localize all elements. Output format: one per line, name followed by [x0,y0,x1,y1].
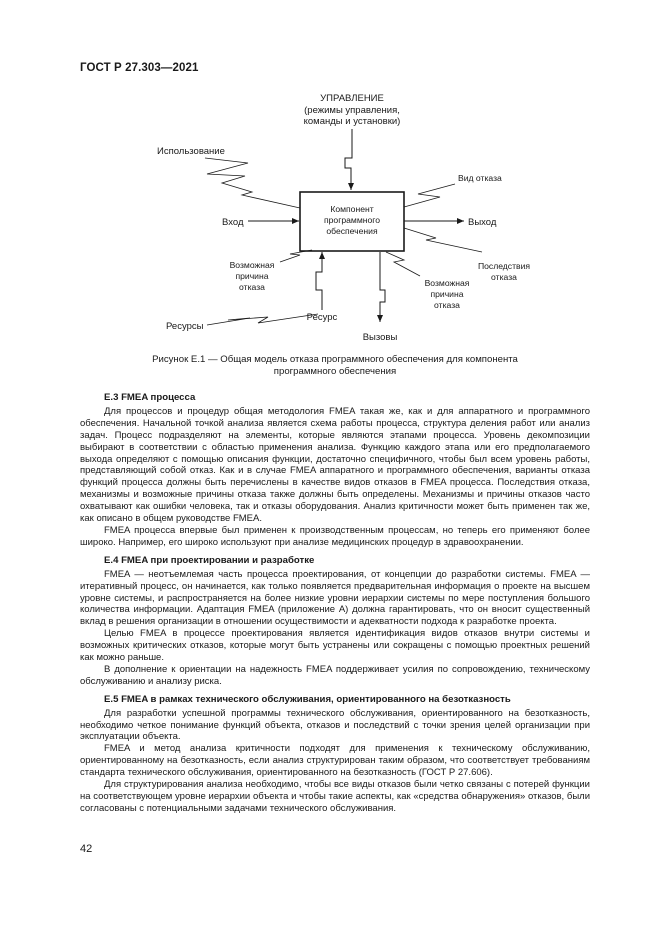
possible-cause-right-line [386,252,420,276]
paragraph: Целью FMEA в процессе проектирования является идентификация видов отказов внутри системы и возможных критических отказов, которые могут быть устранены или сокращены с помощью проектных решений как можно раньше. [80,628,590,664]
possible-cause-left-line3: отказа [239,282,265,292]
paragraph: FMEA и метод анализа критичности подходят для применения к техническому обслуживанию, ориентированному на безотказность, если анализ структурирован таким образом, что соответствует требованиям стандарта технического обслуживания, ориентированного на безотказность (ГОСТ Р 27.606). [80,743,590,779]
resource-arrow [316,252,322,310]
paragraph: Для структурирования анализа необходимо, чтобы все виды отказов были четко связаны с потерей функции на соответствующем уровне иерархии объекта и чтобы такие аспекты, как «средства обнаружения» отказов, были согласованы с потенциальными задачами технического обслуживания. [80,779,590,814]
control-label-line1: УПРАВЛЕНИЕ [320,93,384,104]
resources-line [207,314,318,325]
section-heading: Е.3 FMEA процесса [104,392,196,403]
calls-label: Вызовы [362,332,398,343]
possible-cause-right-line1: Возможная [424,278,470,288]
paragraph: FMEA процесса впервые был применен к производственным процессам, но теперь его применяют более широко. Например, его широко используют при анализе медицинских процедур в здравоохранении. [80,524,590,548]
resource-label: Ресурс [306,312,338,323]
paragraph: В дополнение к ориентации на надежность FMEA поддерживает усилия по сопровождению, техническому обслуживанию и анализу риска. [80,663,590,687]
possible-cause-right-line3: отказа [434,300,460,310]
box-line2: программного [324,215,380,225]
usage-label: Использование [157,146,225,157]
box-line1: Компонент [330,204,374,214]
consequences-line1: Последствия [477,261,531,271]
paragraph: Для процессов и процедур общая методология FMEA такая же, как и для аппаратного и программного обеспечения. Начальной точкой анализа является схема работы процесса, структура деления работ или анализ задач. Процесс подразделяют на элементы, которые являются этапами процесса. Уровень декомпозиции выбирают в соответствии с областью применения анализа. Функцию каждого этапа или его предполагаемого выхода определяют с помощью описания функции, достаточно специфичного, чтобы был всем уровень работы, представляющий собой отказ. Как и в случае FMEA аппаратного и программного обеспечения, варианты отказа функций процесса должны быть перечислены в качестве видов отказов в FMEA процесса. Последствия отказа, механизмы и возможные причины отказа также должны быть определены. Механизмы и причины отказов часто охватывают как ошибки человека, так и отказы оборудования. Анализ критичности может быть применен так же, как описано в общем руководстве FMEA. [80,405,590,525]
resources-label: Ресурсы [166,321,204,332]
possible-cause-left-line1: Возможная [229,260,275,270]
usage-line [205,158,300,208]
control-label-line3: команды и установки) [303,116,401,127]
figure-caption: Рисунок Е.1 — Общая модель отказа программного обеспечения для компонента программного обеспечения [152,354,518,377]
possible-cause-left-line2: причина [235,271,269,281]
failure-mode-line [404,184,455,207]
possible-cause-right-line2: причина [430,289,464,299]
box-line3: обеспечения [326,226,378,236]
software-failure-model-diagram [0,0,661,350]
document-body [80,386,590,815]
consequences-line [404,228,482,252]
possible-cause-left-line [280,250,312,262]
calls-arrow [380,252,385,322]
failure-mode-label: Вид отказа [458,173,502,183]
page-number: 42 [80,843,93,855]
standard-header: ГОСТ Р 27.303—2021 [80,62,199,74]
output-label: Выход [468,217,497,228]
consequences-line2: отказа [491,272,517,282]
paragraph: Для разработки успешной программы технического обслуживания, ориентированного на безотказность, необходимо четкое понимание функций объекта, отказов и последствий с точки зрения целей организации при эксплуатации объекта. [80,707,590,743]
control-arrow [345,129,352,190]
section-heading: Е.4 FMEA при проектировании и разработке [104,554,315,566]
control-label-line2: (режимы управления, [304,105,400,116]
paragraph: FMEA — неотъемлемая часть процесса проектирования, от концепции до разработки системы. FMEA — итеративный процесс, он начинается, как только появляется предварительная информация о проекте на высшем уровне системы, и распространяется на более низкие уровни иерархии системы по мере поступления большого количества информации. Адаптация FMEA (приложение А) должна гарантировать, что он вносит существенный вклад в решения организации в отношении осуществимости и адекватности подхода к разработке проекта. [80,568,590,628]
input-label: Вход [222,217,244,228]
section-heading: Е.5 FMEA в рамках технического обслуживания, ориентированного на безотказность [104,693,511,705]
